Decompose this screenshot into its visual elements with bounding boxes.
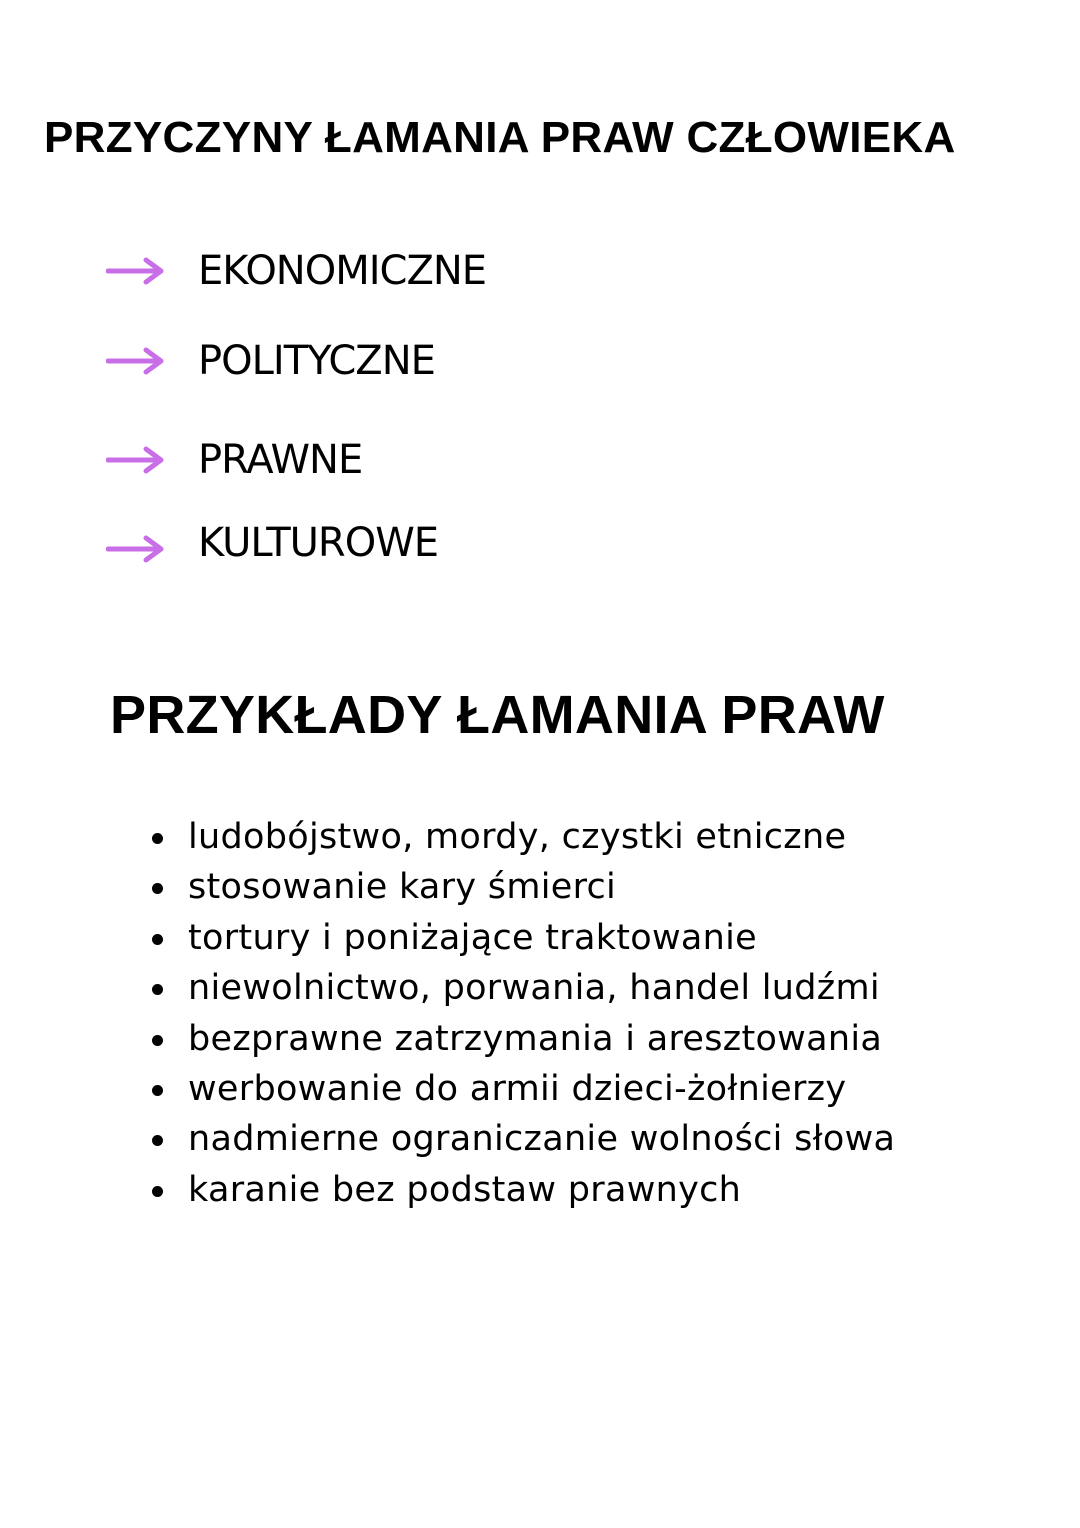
list-item: [150, 913, 1030, 963]
arrow-right-icon: [106, 532, 166, 566]
list-item: [150, 1064, 1030, 1114]
cause-item-legal: [106, 435, 706, 485]
bullet-icon: [152, 934, 163, 945]
list-item-text: nadmierne ograniczanie wolności słowa: [188, 1119, 896, 1160]
bullet-icon: [152, 1186, 163, 1197]
cause-label: KULTUROWE: [198, 520, 439, 566]
examples-list: [150, 812, 1030, 1215]
arrow-right-icon: [106, 443, 166, 477]
cause-label: EKONOMICZNE: [198, 248, 487, 294]
bullet-icon: [152, 1135, 163, 1146]
bullet-icon: [152, 833, 163, 844]
bullet-icon: [152, 883, 163, 894]
arrow-right-icon: [106, 254, 166, 288]
arrow-right-icon: [106, 344, 166, 378]
list-item: [150, 1014, 1030, 1064]
list-item-text: niewolnictwo, porwania, handel ludźmi: [188, 968, 880, 1009]
list-item-text: bezprawne zatrzymania i aresztowania: [188, 1018, 883, 1059]
causes-title: PRZYCZYNY ŁAMANIA PRAW CZŁOWIEKA: [44, 113, 956, 162]
bullet-icon: [152, 1085, 163, 1096]
list-item-text: karanie bez podstaw prawnych: [188, 1169, 742, 1210]
cause-label: PRAWNE: [198, 437, 363, 483]
examples-title: PRZYKŁADY ŁAMANIA PRAW: [110, 685, 885, 745]
list-item: [150, 862, 1030, 912]
cause-item-political: [106, 336, 706, 386]
cause-item-cultural: [106, 518, 706, 568]
list-item: [150, 812, 1030, 862]
list-item-text: stosowanie kary śmierci: [188, 867, 617, 908]
list-item: [150, 963, 1030, 1013]
bullet-icon: [152, 1035, 163, 1046]
cause-item-economic: [106, 246, 706, 296]
list-item: [150, 1165, 1030, 1215]
bullet-icon: [152, 984, 163, 995]
cause-label: POLITYCZNE: [198, 338, 435, 384]
list-item: [150, 1114, 1030, 1164]
list-item-text: tortury i poniżające traktowanie: [188, 917, 758, 958]
list-item-text: werbowanie do armii dzieci-żołnierzy: [188, 1068, 847, 1109]
list-item-text: ludobójstwo, mordy, czystki etniczne: [188, 817, 847, 857]
